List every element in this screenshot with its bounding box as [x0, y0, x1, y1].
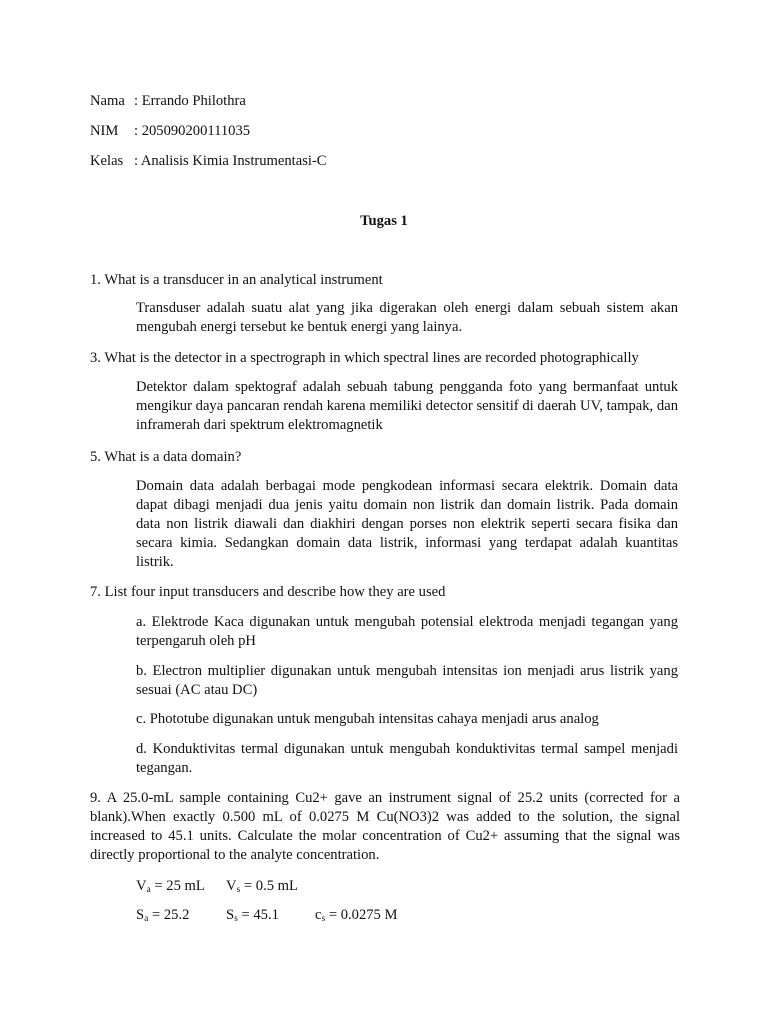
- answer-5: Domain data adalah berbagai mode pengkodean informasi secara elektrik. Domain data dapat dibagi menjadi dua jenis yaitu domain non listrik dan domain listrik. Pada domain data non listrik diawali dan diakhiri dengan porses non elektrik seperti secara fisika dan secara kimia. Sedangkan domain data listrik, informasi yang terdapat adalah kuantitas listrik.: [136, 478, 678, 570]
- list-item-a: a. Elektrode Kaca digunakan untuk mengubah potensial elektroda menjadi tegangan yang terpengaruh oleh pH: [136, 614, 678, 649]
- nim-row: [90, 122, 250, 142]
- kelas-value: : Analisis Kimia Instrumentasi-C: [134, 153, 327, 169]
- question-9: 9. A 25.0-mL sample containing Cu2+ gave an instrument signal of 25.2 units (corrected for a blank).When exactly 0.500 mL of 0.0275 M Cu(NO3)2 was added to the solution, the signal increased to 45.1 units. Calculate the molar concentration of Cu2+ assuming that the signal was directly proportional to the analyte concentration.: [90, 790, 680, 863]
- list-item-b: b. Electron multiplier digunakan untuk mengubah intensitas ion menjadi arus listrik yang sesuai (AC atau DC): [136, 663, 678, 698]
- kelas-label: Kelas: [90, 153, 124, 169]
- nim-value: : 205090200111035: [134, 123, 251, 139]
- variable-sa: $S_a = 25.2$: [136, 907, 190, 924]
- name-row: [90, 92, 246, 112]
- answer-3: Detektor dalam spektograf adalah sebuah tabung pengganda foto yang bermanfaat untuk mengikur daya pancaran rendah karena memiliki detector sensitif di daerah UV, tampak, dan inframerah dari spektrum elektromagnetik: [136, 379, 678, 433]
- question-1: 1. What is a transducer in an analytical instrument: [90, 272, 383, 288]
- variable-vs: $V_s = 0.5$ mL: [226, 878, 298, 895]
- list-item-d: d. Konduktivitas termal digunakan untuk mengubah konduktivitas termal sampel menjadi tegangan.: [136, 741, 678, 776]
- question-3: 3. What is the detector in a spectrograph in which spectral lines are recorded photographically: [90, 350, 639, 366]
- question-7: 7. List four input transducers and describe how they are used: [90, 584, 446, 600]
- kelas-row: [90, 152, 327, 172]
- variable-cs: $c_s = 0.0275$ M: [315, 907, 398, 924]
- nim-label: NIM: [90, 123, 119, 139]
- page-title: Tugas 1: [360, 213, 408, 229]
- question-5: 5. What is a data domain?: [90, 449, 242, 465]
- answer-1: Transduser adalah suatu alat yang jika digerakan oleh energi dalam sebuah sistem akan mengubah energi tersebut ke bentuk energi yang lainya.: [136, 300, 678, 335]
- variable-va: $V_a = 25$ mL: [136, 878, 205, 895]
- list-item-c: c. Phototube digunakan untuk mengubah intensitas cahaya menjadi arus analog: [136, 711, 599, 727]
- name-label: Nama: [90, 93, 125, 109]
- name-value: : Errando Philothra: [134, 93, 246, 109]
- variable-ss: $S_s = 45.1$: [226, 907, 279, 924]
